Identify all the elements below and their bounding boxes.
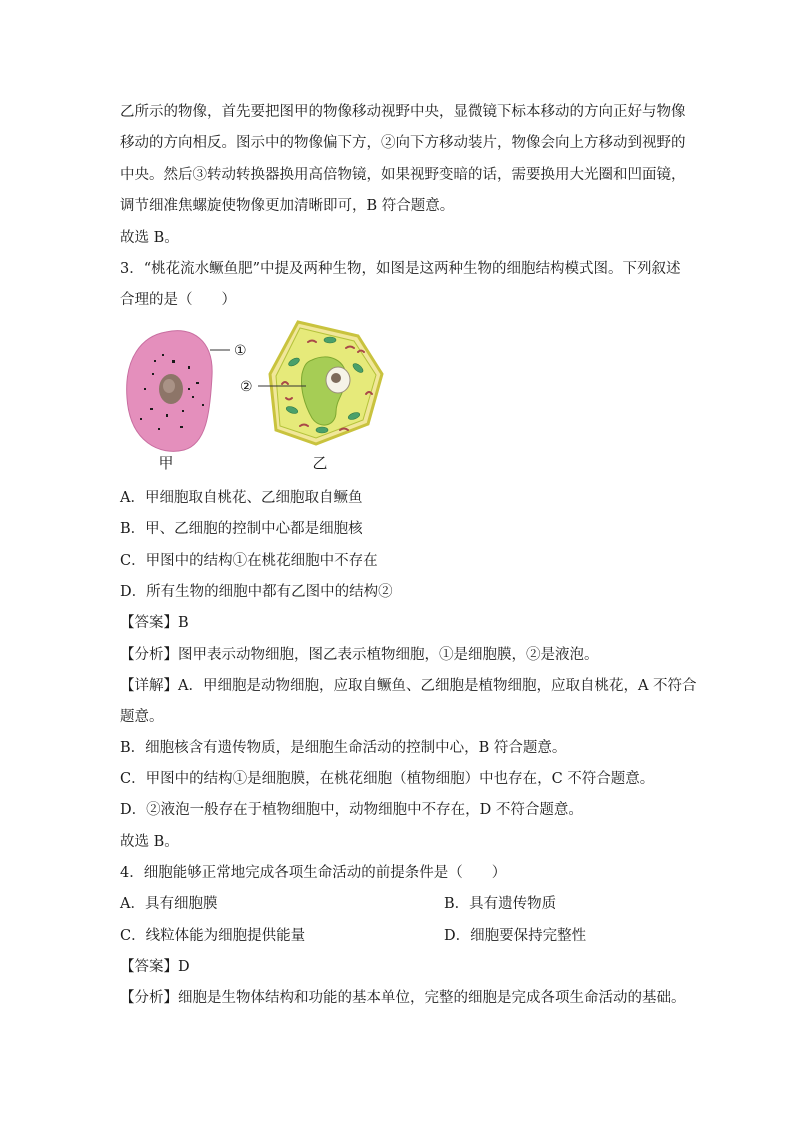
q3-detail: 【详解】A．甲细胞是动物细胞，应取自鳜鱼、乙细胞是植物细胞，应取自桃花，A 不符合 [120, 678, 697, 694]
intro-line: 调节细准焦螺旋使物像更加清晰即可，B 符合题意。 [120, 198, 455, 214]
q4-stem: 4．细胞能够正常地完成各项生命活动的前提条件是（ ） [120, 865, 507, 881]
q3-conclusion: 故选 B。 [120, 834, 179, 850]
q3-detail: B．细胞核含有遗传物质，是细胞生命活动的控制中心，B 符合题意。 [120, 740, 567, 756]
q3-detail: D．②液泡一般存在于植物细胞中，动物细胞中不存在，D 不符合题意。 [120, 802, 583, 818]
q3-detail: C．甲图中的结构①是细胞膜，在桃花细胞（植物细胞）中也存在，C 不符合题意。 [120, 771, 655, 787]
plant-cell-illustration [258, 322, 382, 444]
q3-option-d: D．所有生物的细胞中都有乙图中的结构② [120, 584, 393, 600]
marker-1-label: ① [234, 343, 247, 359]
cell-diagram-figure [122, 318, 392, 478]
q4-option-d: D．细胞要保持完整性 [444, 928, 587, 944]
marker-2-label: ② [240, 379, 253, 395]
intro-line: 乙所示的物像，首先要把图甲的物像移动视野中央，显微镜下标本移动的方向正好与物像 [120, 104, 686, 120]
animal-cell-illustration [127, 331, 230, 452]
q3-stem: 3．“桃花流水鳜鱼肥”中提及两种生物，如图是这两种生物的细胞结构模式图。下列叙述 [120, 261, 681, 277]
q3-stem: 合理的是（ ） [120, 292, 236, 308]
intro-conclusion: 故选 B。 [120, 230, 179, 246]
intro-line: 移动的方向相反。图示中的物像偏下方，②向下方移动装片，物像会向上方移动到视野的 [120, 135, 686, 151]
q3-option-c: C．甲图中的结构①在桃花细胞中不存在 [120, 553, 378, 569]
q3-detail: 题意。 [120, 709, 164, 725]
q3-option-a: A．甲细胞取自桃花、乙细胞取自鳜鱼 [120, 490, 363, 506]
q4-option-c: C．线粒体能为细胞提供能量 [120, 928, 306, 944]
q4-answer: 【答案】D [120, 959, 190, 975]
plant-cell-label: 乙 [312, 454, 328, 472]
q3-option-b: B．甲、乙细胞的控制中心都是细胞核 [120, 521, 363, 537]
q3-answer: 【答案】B [120, 615, 189, 631]
intro-line: 中央。然后③转动转换器换用高倍物镜，如果视野变暗的话，需要换用大光圈和凹面镜， [120, 167, 686, 183]
q4-option-a: A．具有细胞膜 [120, 896, 218, 912]
animal-cell-label: 甲 [158, 454, 174, 472]
q4-option-b: B．具有遗传物质 [444, 896, 557, 912]
q4-analysis: 【分析】细胞是生物体结构和功能的基本单位，完整的细胞是完成各项生命活动的基础。 [120, 990, 686, 1006]
q3-analysis: 【分析】图甲表示动物细胞，图乙表示植物细胞，①是细胞膜，②是液泡。 [120, 647, 599, 663]
